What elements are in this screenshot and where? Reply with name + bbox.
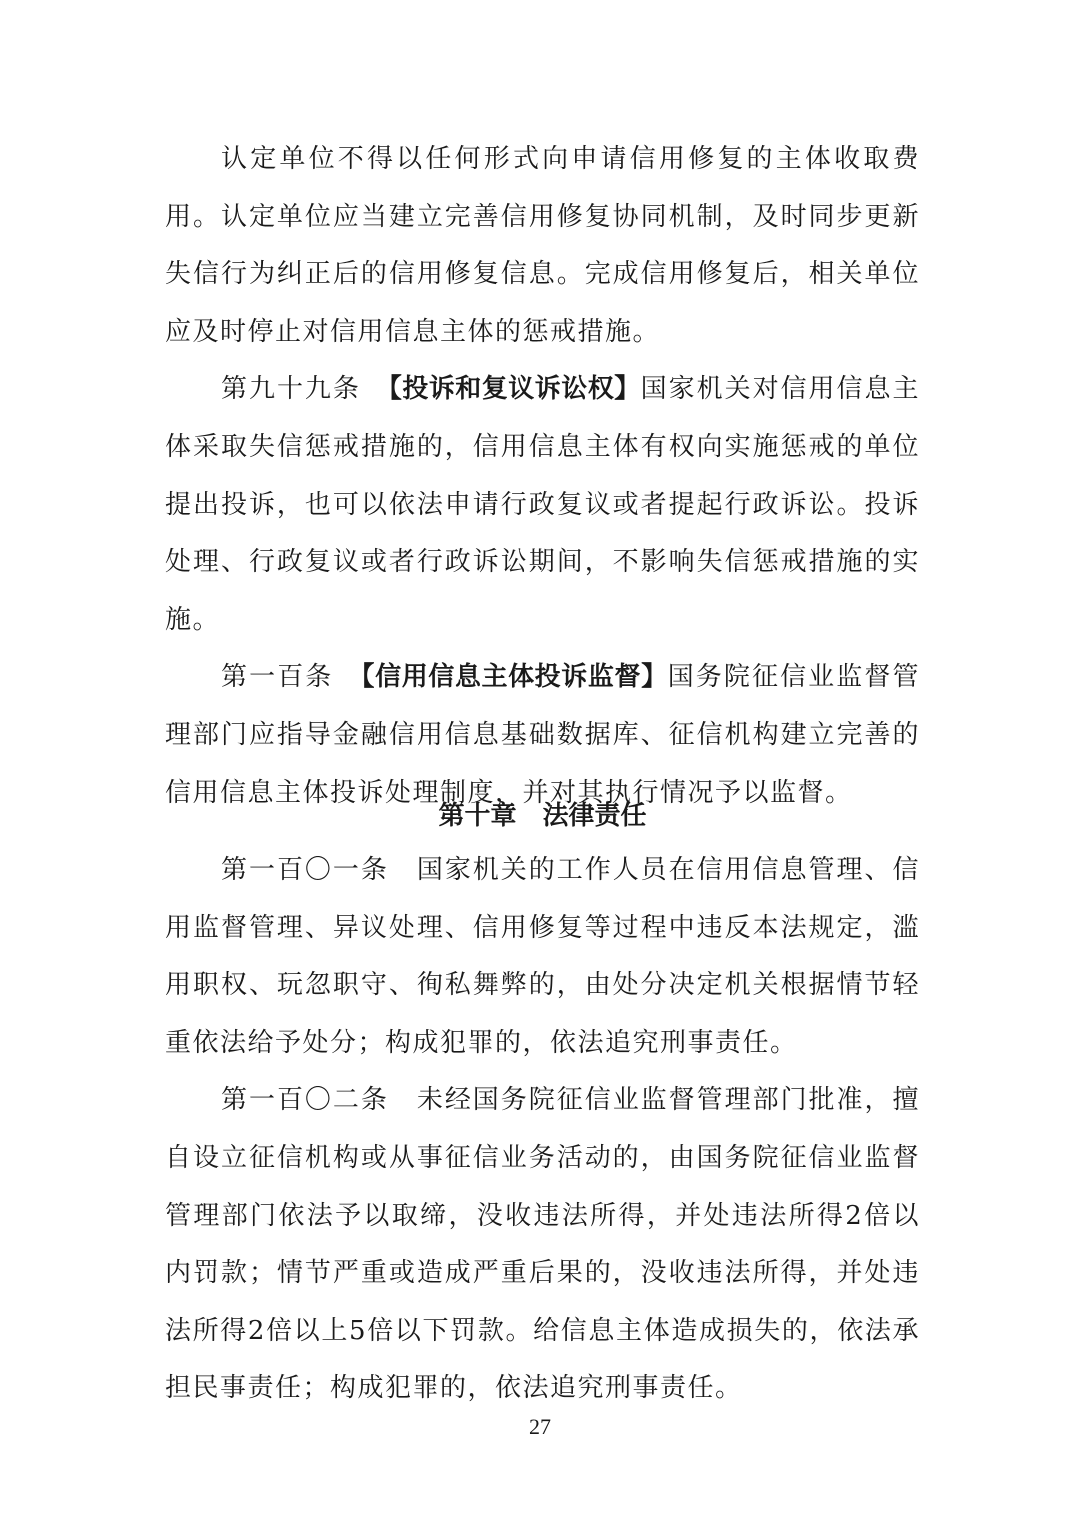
article-100-heading: 【信用信息主体投诉监督】 [361, 662, 668, 693]
article-99-number: 第九十九条 [221, 374, 389, 405]
chapter-title: 第十章 法律责任 [438, 801, 647, 831]
page-number: 27 [529, 1414, 551, 1439]
article-99 [165, 361, 920, 649]
article-100-body: 国务院征信业监督管理部门应指导金融信用信息基础数据库、征信机构建立完善的信用信息主体投诉处理制度，并对其执行情况予以监督。 [165, 662, 920, 808]
lower-text-block [165, 842, 920, 1418]
article-100-number: 第一百条 [221, 662, 362, 693]
paragraph-credit-repair: 认定单位不得以任何形式向申请信用修复的主体收取费用。认定单位应当建立完善信用修复协同机制，及时同步更新失信行为纠正后的信用修复信息。完成信用修复后，相关单位应及时停止对信用信息主体的惩戒措施。 [165, 144, 920, 347]
article-101: 第一百〇一条 国家机关的工作人员在信用信息管理、信用监督管理、异议处理、信用修复等过程中违反本法规定，滥用职权、玩忽职守、徇私舞弊的，由处分决定机关根据情节轻重依法给予处分；构成犯罪的，依法追究刑事责任。 [165, 855, 920, 1058]
article-102: 第一百〇二条 未经国务院征信业监督管理部门批准，擅自设立征信机构或从事征信业务活动的，由国务院征信业监督管理部门依法予以取缔，没收违法所得，并处违法所得2倍以内罚款；情节严重或造成严重后果的，没收违法所得，并处违法所得2倍以上5倍以下罚款。给信息主体造成损失的，依法承担民事责任；构成犯罪的，依法追究刑事责任。 [165, 1085, 920, 1404]
article-99-heading: 【投诉和复议诉讼权】 [388, 374, 641, 405]
article-99-body: 国家机关对信用信息主体采取失信惩戒措施的，信用信息主体有权向实施惩戒的单位提出投诉，也可以依法申请行政复议或者提起行政诉讼。投诉处理、行政复议或者行政诉讼期间，不影响失信惩戒措施的实施。 [165, 374, 920, 635]
upper-text-block [165, 131, 920, 822]
